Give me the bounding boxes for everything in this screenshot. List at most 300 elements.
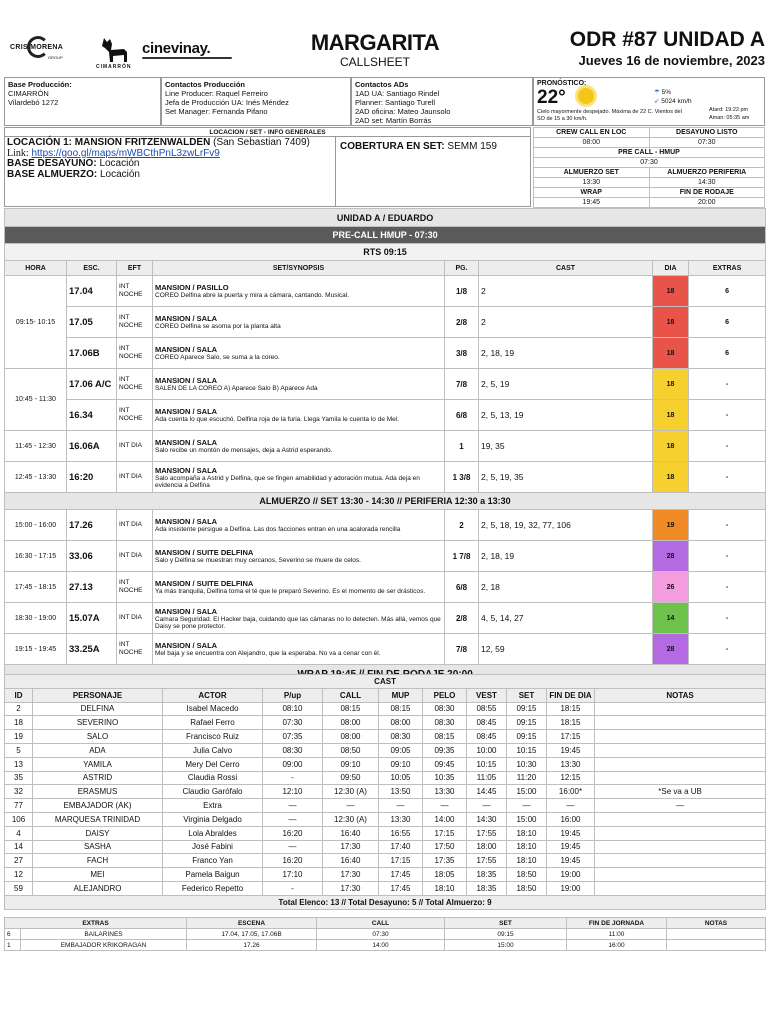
extras-cell: 1: [5, 940, 21, 951]
cast-cell: 15:00: [507, 785, 547, 799]
scene-cast: 2: [479, 307, 653, 338]
scene-extras: -: [689, 603, 766, 634]
scene-set: MANSION / SALA: [155, 407, 218, 416]
extras-cell: 07:30: [317, 929, 445, 940]
scene-description: Ya más tranquila, Delfina toma el té que le preparó Severino. Es el momento de ser drásticos.: [155, 588, 426, 595]
cast-cell: 12:15: [547, 771, 595, 785]
wrap-value: 19:45: [534, 198, 650, 208]
scene-set: MANSION / SALA: [155, 376, 218, 385]
contact-line: 2AD set: Martín Borrás: [355, 116, 432, 125]
scene-eft: INT DIA: [117, 541, 153, 572]
cast-cell: 19:45: [547, 840, 595, 854]
rain-chance: 5%: [661, 89, 672, 96]
cast-cell: 07:35: [263, 730, 323, 744]
cast-table: [4, 674, 766, 910]
scene-pages: 2: [445, 510, 479, 541]
scene-pages: 3/8: [445, 338, 479, 369]
scene-synopsis: [153, 338, 445, 369]
cast-cell: 09:05: [379, 743, 423, 757]
scene-synopsis: [153, 431, 445, 462]
scene-cast: 2, 5, 19: [479, 369, 653, 400]
scene-cast: 2, 18, 19: [479, 541, 653, 572]
location-address: (San Sebastian 7409): [213, 137, 310, 148]
maps-link[interactable]: https://goo.gl/maps/mWBCthPnL3zwLrFv9: [31, 147, 220, 159]
cast-cell: Franco Yan: [163, 854, 263, 868]
cast-cell: ALEJANDRO: [33, 881, 163, 895]
cast-cell: —: [423, 799, 467, 813]
scene-set: MANSION / SALA: [155, 314, 218, 323]
scene-number: 17.04: [67, 276, 117, 307]
cast-cell: 14: [5, 840, 33, 854]
scene-number: 17.06 A/C: [67, 369, 117, 400]
scene-row: [5, 541, 766, 572]
cast-cell: [595, 771, 766, 785]
cast-cell: —: [263, 799, 323, 813]
scene-row: [5, 462, 766, 493]
scene-set: MANSION / SALA: [155, 641, 218, 650]
scene-eft: INT NOCHE: [117, 572, 153, 603]
cast-cell: José Fabini: [163, 840, 263, 854]
col-header: ACTOR: [163, 688, 263, 702]
scene-cast: 2: [479, 276, 653, 307]
cast-cell: —: [263, 812, 323, 826]
col-header: PG.: [445, 261, 479, 276]
lunch-banner: ALMUERZO // SET 13:30 - 14:30 // PERIFERIA 12:30 a 13:30: [5, 493, 766, 510]
scene-row: [5, 634, 766, 665]
scene-pages: 1: [445, 431, 479, 462]
cast-cell: 27: [5, 854, 33, 868]
scene-synopsis: [153, 369, 445, 400]
wrap-label: WRAP: [534, 188, 650, 198]
scene-extras: -: [689, 541, 766, 572]
cast-cell: 10:30: [507, 757, 547, 771]
cast-row: [5, 840, 766, 854]
crew-call-value: 08:00: [534, 138, 650, 148]
cimarron-logo: [96, 36, 134, 72]
cast-cell: *Se va a UB: [595, 785, 766, 799]
scene-cast: 2, 18: [479, 572, 653, 603]
cast-cell: 17:55: [467, 826, 507, 840]
scene-time: 15:00 - 16:00: [5, 510, 67, 541]
scene-number: 16:20: [67, 462, 117, 493]
scene-synopsis: [153, 276, 445, 307]
cast-cell: —: [507, 799, 547, 813]
col-header: CALL: [317, 918, 445, 929]
scene-pages: 6/8: [445, 572, 479, 603]
scene-row: [5, 276, 766, 307]
col-header: ID: [5, 688, 33, 702]
scene-extras: 6: [689, 307, 766, 338]
cast-cell: —: [323, 799, 379, 813]
scene-pages: 1/8: [445, 276, 479, 307]
extras-cell: 17.04, 17.05, 17.06B: [187, 929, 317, 940]
cast-cell: 15:00: [507, 812, 547, 826]
cast-cell: 18:15: [547, 702, 595, 716]
scene-eft: INT DIA: [117, 431, 153, 462]
cast-cell: ERASMUS: [33, 785, 163, 799]
scene-day: 14: [653, 603, 689, 634]
scene-extras: -: [689, 369, 766, 400]
scene-extras: -: [689, 510, 766, 541]
scene-row: [5, 510, 766, 541]
scene-row: [5, 603, 766, 634]
scene-day: 18: [653, 307, 689, 338]
cast-cell: 17:30: [323, 868, 379, 882]
cast-cell: —: [467, 799, 507, 813]
cast-cell: SALO: [33, 730, 163, 744]
cast-cell: 12: [5, 868, 33, 882]
forecast-description: Cielo mayormente despejado. Máxima de 22 C. Vientos del SO de 15 a 30 km/h.: [537, 109, 682, 122]
almuerzo-set-value: 13:30: [534, 178, 650, 188]
scene-synopsis: [153, 603, 445, 634]
col-header: NOTAS: [595, 688, 766, 702]
col-header: SET: [445, 918, 567, 929]
cast-cell: 08:00: [323, 716, 379, 730]
cast-cell: 18:10: [423, 881, 467, 895]
precall-label: PRE CALL - HMUP: [534, 148, 765, 158]
cast-row: [5, 868, 766, 882]
cast-cell: Pamela Baigun: [163, 868, 263, 882]
col-header: NOTAS: [667, 918, 766, 929]
cast-cell: 19:45: [547, 826, 595, 840]
scene-number: 27.13: [67, 572, 117, 603]
scene-extras: -: [689, 462, 766, 493]
temperature: 22°: [537, 87, 566, 108]
scene-day: 18: [653, 276, 689, 307]
cast-cell: 08:45: [467, 716, 507, 730]
extras-table: [4, 917, 766, 951]
scene-time: 09:15- 10:15: [5, 276, 67, 369]
scene-day: 28: [653, 634, 689, 665]
scene-set: MANSION / SUITE DELFINA: [155, 548, 254, 557]
cast-cell: 106: [5, 812, 33, 826]
col-header: HORA: [5, 261, 67, 276]
cast-cell: 17:55: [467, 854, 507, 868]
crew-times-table: [533, 127, 765, 208]
cast-row: [5, 826, 766, 840]
cast-cell: [595, 812, 766, 826]
cast-cell: 10:05: [379, 771, 423, 785]
cast-cell: Claudio Garófalo: [163, 785, 263, 799]
scene-pages: 1 7/8: [445, 541, 479, 572]
almuerzo-periferia-label: ALMUERZO PERIFERIA: [649, 168, 765, 178]
cast-cell: 17:10: [263, 868, 323, 882]
extras-cell: 11:00: [567, 929, 667, 940]
extras-cell: 09:15: [445, 929, 567, 940]
col-header: FIN DE JORNADA: [567, 918, 667, 929]
cast-cell: —: [547, 799, 595, 813]
scene-time: 17:45 - 18:15: [5, 572, 67, 603]
cast-cell: FACH: [33, 854, 163, 868]
cast-cell: 13: [5, 757, 33, 771]
cobertura-label: COBERTURA EN SET:: [340, 141, 445, 152]
extras-cell: [667, 940, 766, 951]
wind-speed: 5024 km/h: [661, 98, 692, 105]
cast-row: [5, 730, 766, 744]
cast-cell: 17:15: [423, 826, 467, 840]
cast-cell: Extra: [163, 799, 263, 813]
almuerzo-set-label: ALMUERZO SET: [534, 168, 650, 178]
scene-number: 17.26: [67, 510, 117, 541]
cast-cell: Francisco Ruiz: [163, 730, 263, 744]
schedule-table: [4, 208, 766, 684]
cast-cell: 18:50: [507, 881, 547, 895]
cast-cell: 17:45: [379, 868, 423, 882]
fin-rodaje-value: 20:00: [649, 198, 765, 208]
cast-cell: Isabel Macedo: [163, 702, 263, 716]
scene-eft: INT DIA: [117, 603, 153, 634]
scene-extras: -: [689, 431, 766, 462]
cast-cell: 10:35: [423, 771, 467, 785]
desayuno-listo-value: 07:30: [649, 138, 765, 148]
cast-cell: [595, 716, 766, 730]
cast-cell: 08:15: [379, 702, 423, 716]
scene-day: 19: [653, 510, 689, 541]
cobertura-value: SEMM 159: [447, 141, 497, 152]
scene-eft: INT NOCHE: [117, 307, 153, 338]
col-header: EFT: [117, 261, 153, 276]
cast-cell: 18:05: [423, 868, 467, 882]
scene-day: 18: [653, 400, 689, 431]
cast-cell: 17:15: [379, 854, 423, 868]
extras-cell: 14:00: [317, 940, 445, 951]
scene-time: 11:45 - 12:30: [5, 431, 67, 462]
cast-cell: 18:15: [547, 716, 595, 730]
col-header: ESC.: [67, 261, 117, 276]
cast-cell: 13:50: [379, 785, 423, 799]
scene-number: 17.06B: [67, 338, 117, 369]
cast-cell: 08:10: [263, 702, 323, 716]
cast-cell: MEI: [33, 868, 163, 882]
scene-cast: 12, 59: [479, 634, 653, 665]
scene-eft: INT NOCHE: [117, 276, 153, 307]
location-name: LOCACIÓN 1: MANSION FRITZENWALDEN: [7, 137, 211, 148]
cast-cell: 17:45: [379, 881, 423, 895]
cast-cell: 09:10: [379, 757, 423, 771]
cast-cell: 17:30: [323, 881, 379, 895]
cast-cell: 11:05: [467, 771, 507, 785]
wind-row: [654, 97, 692, 105]
cast-cell: 09:00: [263, 757, 323, 771]
scene-row: [5, 572, 766, 603]
scene-set: MANSION / PASILLO: [155, 283, 229, 292]
cast-cell: 17:30: [323, 840, 379, 854]
cast-row: [5, 785, 766, 799]
cast-cell: 09:35: [423, 743, 467, 757]
cast-cell: 16:40: [323, 854, 379, 868]
scene-set: MANSION / SALA: [155, 517, 218, 526]
scene-description: Salo recibe un montón de mensajes, deja a Astrid esperando.: [155, 447, 333, 454]
unit-banner: UNIDAD A / EDUARDO: [5, 209, 766, 227]
contact-line: Line Producer: Raquel Ferreiro: [165, 89, 268, 98]
cast-row: [5, 799, 766, 813]
cast-cell: 18:50: [507, 868, 547, 882]
scene-row: [5, 400, 766, 431]
scene-eft: INT NOCHE: [117, 634, 153, 665]
cast-cell: 17:15: [547, 730, 595, 744]
cast-cell: 08:15: [323, 702, 379, 716]
callsheet-label: CALLSHEET: [339, 55, 411, 69]
cimarron-text: CIMARRÓN: [96, 64, 132, 70]
cast-cell: [595, 702, 766, 716]
scene-number: 17.05: [67, 307, 117, 338]
scene-time: 19:15 - 19:45: [5, 634, 67, 665]
cast-cell: 19: [5, 730, 33, 744]
cast-cell: 14:30: [467, 812, 507, 826]
schedule-header-row: [5, 261, 766, 276]
scene-pages: 2/8: [445, 307, 479, 338]
scene-synopsis: [153, 400, 445, 431]
col-header: FIN DE DIA: [547, 688, 595, 702]
cast-cell: 18:35: [467, 881, 507, 895]
cast-cell: 19:00: [547, 881, 595, 895]
contact-line: 2AD oficina: Mateo Jaunsolo: [355, 107, 451, 116]
scene-description: COREO Delfina se asoma por la planta alta: [155, 323, 281, 330]
cast-cell: 07:30: [263, 716, 323, 730]
cast-cell: 2: [5, 702, 33, 716]
cast-total: Total Elenco: 13 // Total Desayuno: 5 // Total Almuerzo: 9: [5, 895, 766, 909]
cast-cell: Mery Del Cerro: [163, 757, 263, 771]
scene-day: 18: [653, 462, 689, 493]
cast-cell: DELFINA: [33, 702, 163, 716]
cast-cell: 08:50: [323, 743, 379, 757]
scene-synopsis: [153, 510, 445, 541]
cast-row: [5, 716, 766, 730]
rts-banner: RTS 09:15: [5, 244, 766, 261]
almuerzo-value: Locación: [99, 168, 140, 180]
cast-cell: [595, 826, 766, 840]
scene-set: MANSION / SALA: [155, 438, 218, 447]
cast-cell: 08:45: [467, 730, 507, 744]
col-header: SET/SYNOPSIS: [153, 261, 445, 276]
cast-cell: 08:55: [467, 702, 507, 716]
cast-cell: 14:00: [423, 812, 467, 826]
col-header: MUP: [379, 688, 423, 702]
crew-call-label: CREW CALL EN LOC: [534, 128, 650, 138]
cast-cell: 77: [5, 799, 33, 813]
cast-cell: 13:30: [379, 812, 423, 826]
scene-pages: 1 3/8: [445, 462, 479, 493]
base-produccion-box: [4, 77, 161, 126]
cast-cell: 16:40: [323, 826, 379, 840]
scene-synopsis: [153, 634, 445, 665]
col-header: VEST: [467, 688, 507, 702]
contact-line: 1AD UA: Santiago Rindel: [355, 89, 440, 98]
cast-cell: —: [379, 799, 423, 813]
scene-day: 18: [653, 338, 689, 369]
cris-morena-sub: GROUP: [48, 55, 63, 60]
extras-cell: BAILARINES: [21, 929, 187, 940]
cast-cell: 18:10: [507, 854, 547, 868]
scene-description: Salo y Delfina se muestran muy cercanos, Severino se muere de celos.: [155, 557, 361, 564]
base-line: CIMARRÓN: [8, 89, 49, 98]
precall-banner: PRE-CALL HMUP - 07:30: [5, 227, 766, 244]
cast-row: [5, 743, 766, 757]
scene-set: MANSION / SUITE DELFINA: [155, 579, 254, 588]
scene-description: Mel baja y se encuentra con Alejandro, que la esperaba. No va a cenar con él.: [155, 650, 381, 657]
scene-cast: 19, 35: [479, 431, 653, 462]
contactos-produccion-label: Contactos Producción: [165, 80, 246, 89]
scene-eft: INT NOCHE: [117, 369, 153, 400]
cast-cell: 18:00: [467, 840, 507, 854]
cast-cell: Virginia Delgado: [163, 812, 263, 826]
scene-pages: 7/8: [445, 634, 479, 665]
contact-line: Set Manager: Fernanda Pifano: [165, 107, 268, 116]
cast-row: [5, 854, 766, 868]
cast-row: [5, 757, 766, 771]
col-header: DIA: [653, 261, 689, 276]
cast-cell: 17:35: [423, 854, 467, 868]
scene-pages: 7/8: [445, 369, 479, 400]
cast-cell: 16:20: [263, 826, 323, 840]
cast-cell: 16:00: [547, 812, 595, 826]
cast-cell: 4: [5, 826, 33, 840]
cast-cell: 09:50: [323, 771, 379, 785]
extras-cell: 6: [5, 929, 21, 940]
extras-row: [5, 929, 766, 940]
cast-row: [5, 881, 766, 895]
scene-row: [5, 369, 766, 400]
forecast-label: PRONÓSTICO:: [537, 80, 587, 87]
cast-cell: 16:55: [379, 826, 423, 840]
cast-cell: YAMILA: [33, 757, 163, 771]
cast-cell: 08:00: [323, 730, 379, 744]
scene-day: 18: [653, 369, 689, 400]
cast-cell: Rafael Ferro: [163, 716, 263, 730]
fin-rodaje-label: FIN DE RODAJE: [649, 188, 765, 198]
link-label: Link:: [7, 147, 29, 159]
cobertura-box: [335, 137, 531, 207]
almuerzo-periferia-value: 14:30: [649, 178, 765, 188]
scene-synopsis: [153, 541, 445, 572]
extras-cell: 15:00: [445, 940, 567, 951]
contactos-ads-label: Contactos ADs: [355, 80, 409, 89]
scene-extras: 6: [689, 338, 766, 369]
scene-description: Ada cuenta lo que escuchó. Delfina roja de la furia. Llega Yamila le cuenta lo de Mel.: [155, 416, 400, 423]
cast-cell: 59: [5, 881, 33, 895]
cast-cell: 10:15: [507, 743, 547, 757]
cast-cell: [595, 868, 766, 882]
scene-number: 33.06: [67, 541, 117, 572]
cast-cell: -: [263, 881, 323, 895]
scene-number: 16.06A: [67, 431, 117, 462]
rain-icon: ☂: [654, 89, 662, 96]
wind-icon: ➶: [654, 98, 662, 105]
scene-time: 10:45 - 11:30: [5, 369, 67, 431]
scene-cast: 2, 5, 13, 19: [479, 400, 653, 431]
col-header: CAST: [479, 261, 653, 276]
cast-cell: EMBAJADOR (AK): [33, 799, 163, 813]
cast-cell: 16:20: [263, 854, 323, 868]
cast-cell: 32: [5, 785, 33, 799]
location-header: LOCACION / SET - INFO GENERALES: [5, 128, 530, 137]
scene-number: 33.25A: [67, 634, 117, 665]
cast-cell: 12:30 (A): [323, 812, 379, 826]
cast-cell: 18:10: [507, 840, 547, 854]
cast-cell: 08:30: [423, 716, 467, 730]
contactos-ads-box: [351, 77, 533, 126]
scene-description: COREO Delfina abre la puerta y mira a cámara, cantando. Musical.: [155, 292, 350, 299]
scene-set: MANSION / SALA: [155, 606, 218, 616]
scene-day: 28: [653, 541, 689, 572]
scene-cast: 2, 18, 19: [479, 338, 653, 369]
cast-header-row: [5, 688, 766, 702]
cast-cell: —: [263, 840, 323, 854]
cast-cell: 09:45: [423, 757, 467, 771]
extras-header-row: [5, 918, 766, 929]
cast-cell: 13:30: [547, 757, 595, 771]
cast-cell: [595, 730, 766, 744]
